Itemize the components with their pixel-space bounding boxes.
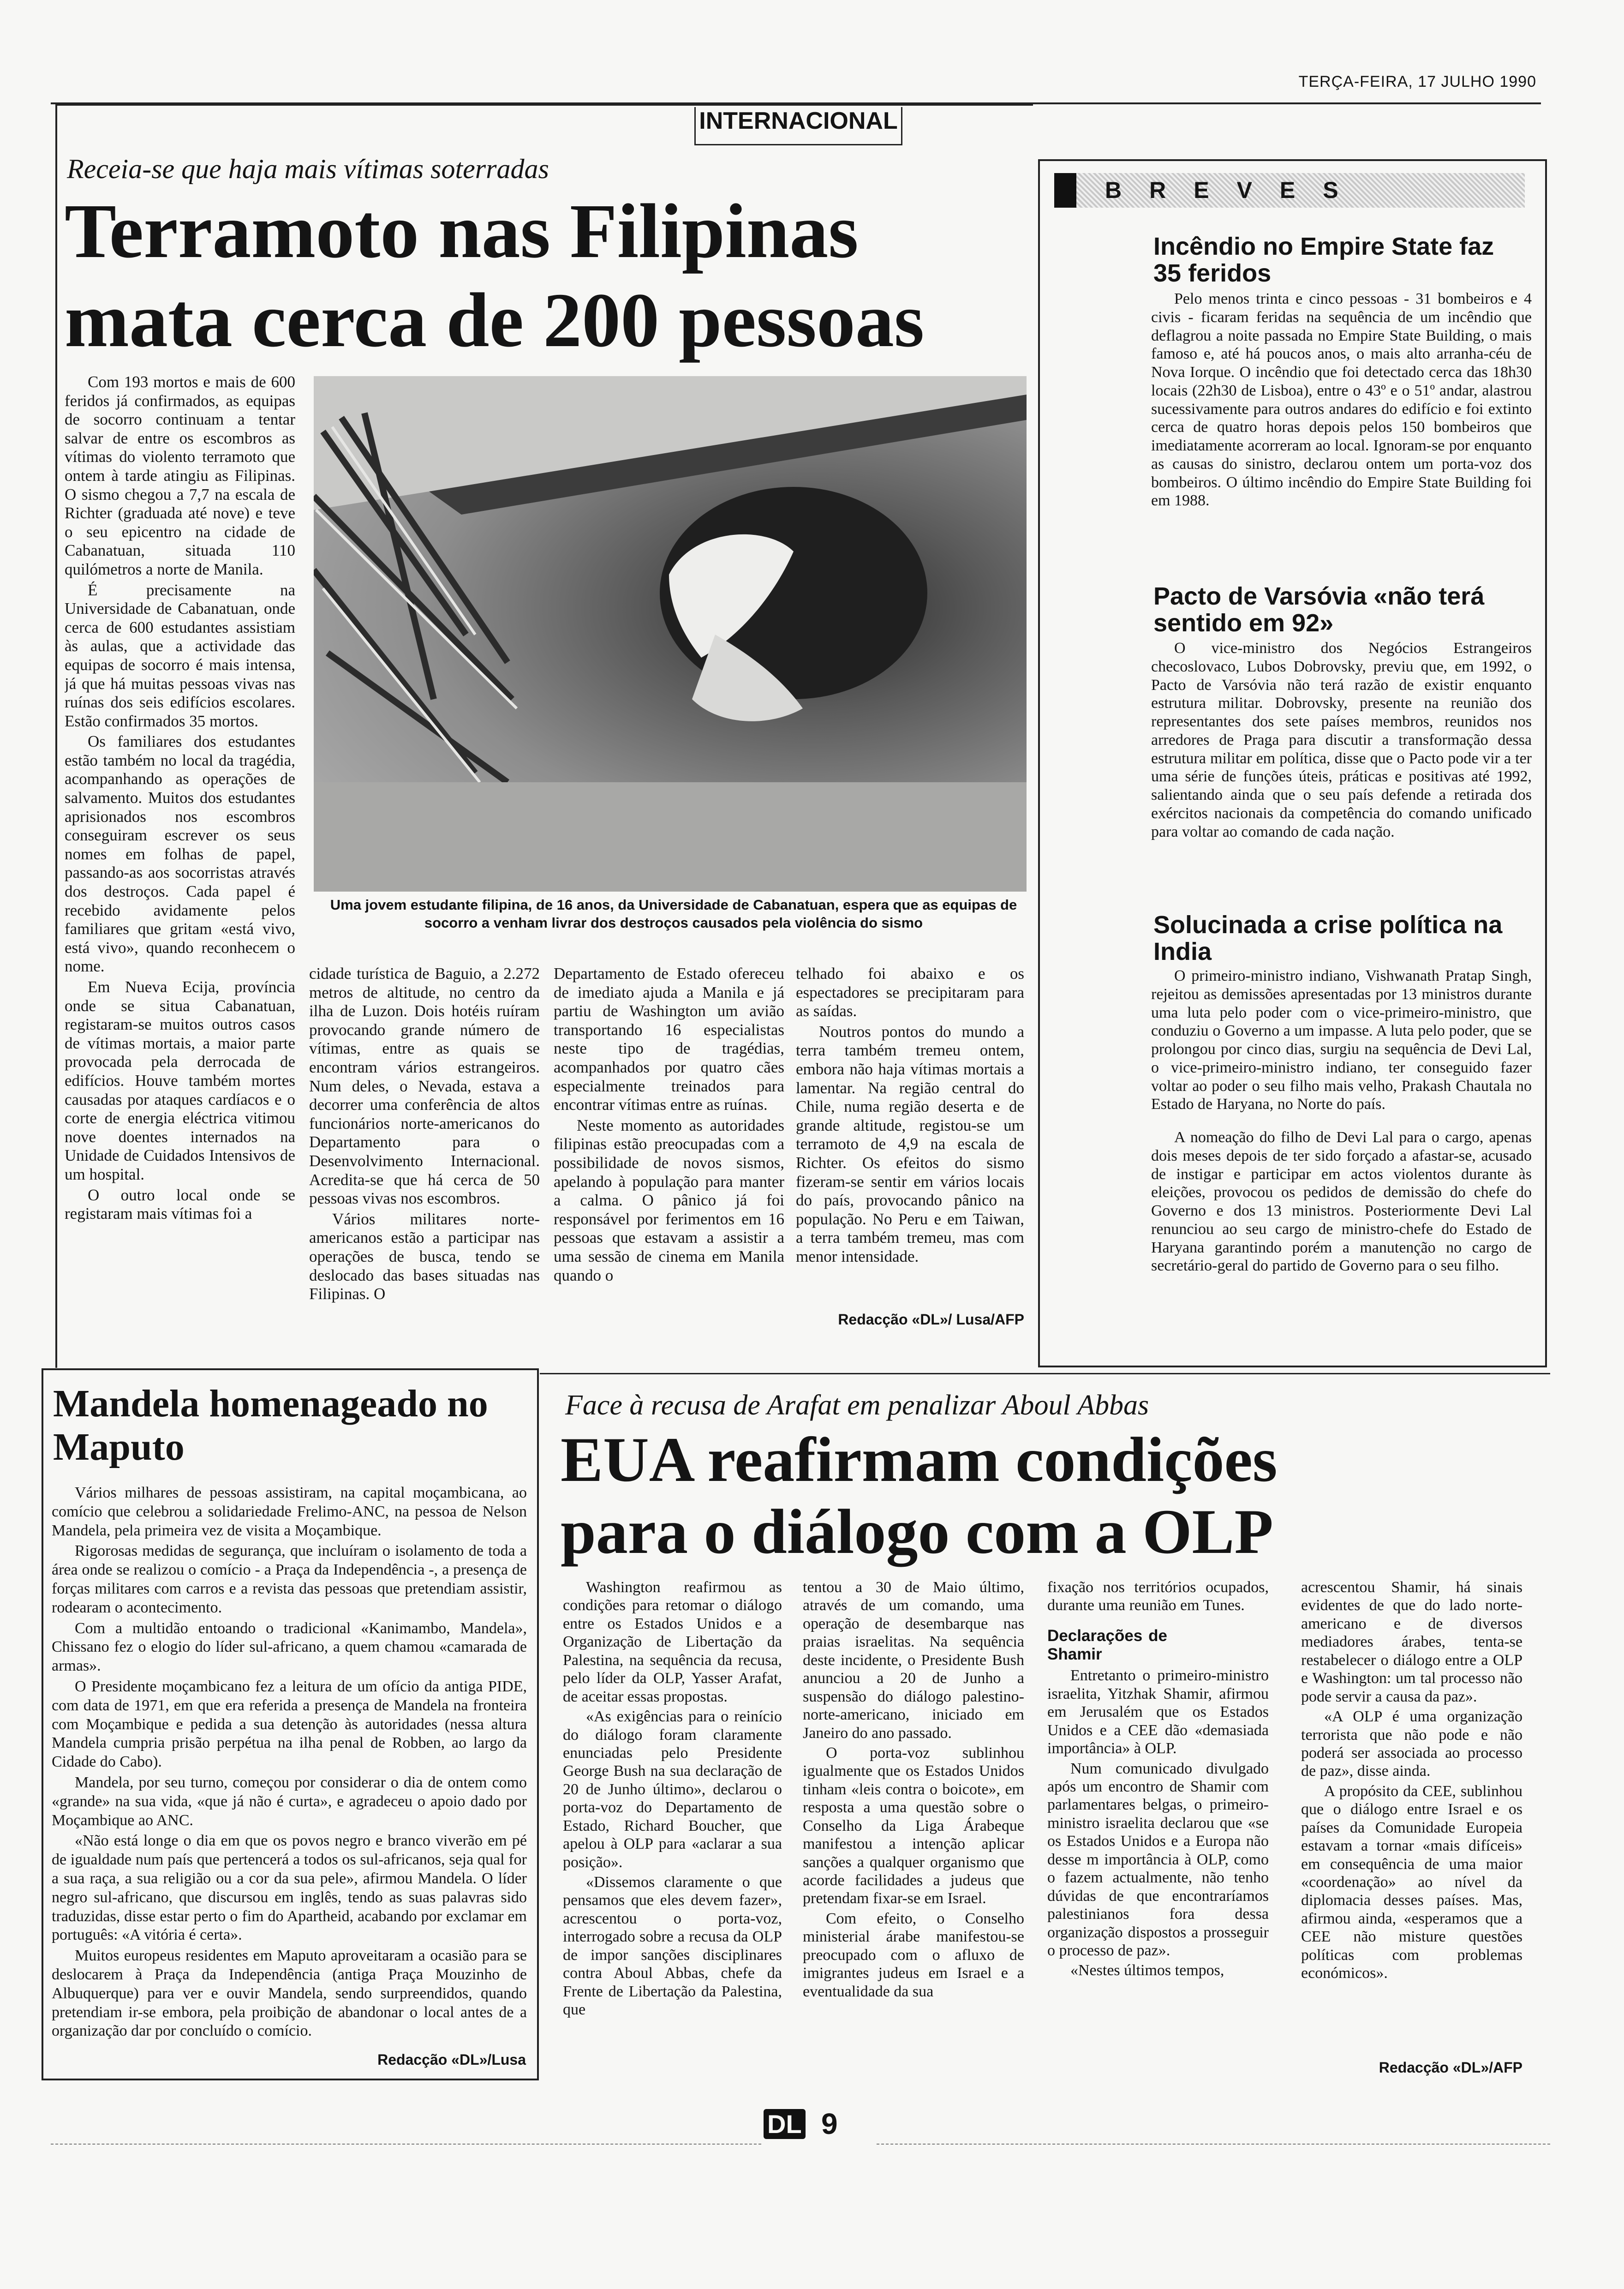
main-column-3 (554, 965, 784, 1357)
main-kicker: Receia-se que haja mais vítimas soterradas (67, 154, 549, 184)
main-paragraph: Com 193 mortos e mais de 600 feridos já confirmados, as equipas de socorro continuam a tentar salvar de entre os escombros as vítimas do violento terramoto que ontem à tarde atingiu as Filipinas. O sismo chegou a 7,7 na escala de Richter (graduada até nove) e teve o seu epicentro na cidade de Cabanatuan, situada 110 quilómetros a norte de Manila. (65, 373, 295, 578)
photo-caption: Uma jovem estudante filipina, de 16 anos, da Universidade de Cabanatuan, espera que as equipas de socorro a venham livrar dos destroços causados pela violência do sismo (330, 897, 1017, 931)
breve-title: Solucinada a crise política na India (1153, 911, 1503, 966)
mandela-paragraph: O Presidente moçambicano fez a leitura de um ofício da antiga PIDE, com data de 1971, em que era referida a presença de Mandela na fronteira com Moçambique e pedida a sua detenção às autoridades (nessa altura Mandela cumpria prisão perpétua na ilha penal de Robben, ao largo da Cidade do Cabo). (52, 1678, 527, 1771)
eua-paragraph: acrescentou Shamir, há sinais evidentes de que do lado norte-americano e de diversos mediadores árabes, tenta-se restabelecer o diálogo entre a OLP e Washington: um tal processo não pode servir a causa da paz». (1301, 1579, 1522, 1705)
eua-kicker: Face à recusa de Arafat em penalizar Aboul Abbas (565, 1390, 1149, 1421)
eua-paragraph: «Dissemos claramente o que pensamos que eles devem fazer», acrescentou o porta-voz, interrogado sobre a recusa da OLP de impor sanções disciplinares contra Aboul Abbas, chefe da Frente de Libertação da Palestina, que (563, 1874, 782, 2019)
breve-title: Incêndio no Empire State faz 35 feridos (1153, 233, 1494, 288)
newspaper-logo: DL (764, 2109, 806, 2139)
eua-paragraph: «As exigências para o reinício do diálogo foram claramente enunciadas pelo Presidente George Bush na sua declaração de 20 de Junho último», declarou o porta-voz do Departamento de Estado, Richard Boucher, que apelou à OLP para «aclarar a sua posição». (563, 1708, 782, 1871)
eua-subhead: Declarações de Shamir (1047, 1626, 1167, 1664)
eua-headline (561, 1424, 1278, 1568)
mandela-paragraph: Vários milhares de pessoas assistiram, na capital moçambicana, ao comício que celebrou a solidariedade Frelimo-ANC, na pessoa de Nelson Mandela, pela primeira vez de visita a Moçambique. (52, 1484, 527, 1539)
breves-header-bar (1054, 173, 1525, 208)
earthquake-photo-image (314, 376, 1027, 892)
mandela-paragraph: «Não está longe o dia em que os povos negro e branco viverão em pé de igualdade num país que pertencerá a todos os sul-africanos, seja qual for a sua raça, a sua religião ou a cor da sua pele», afirmou Mandela. O líder negro sul-africano, que discursou em inglês, tendo as suas palavras sido traduzidas, disse estar perto o fim do Apartheid, acabando por exclamar em português: «A vitória é certa». (52, 1832, 527, 1944)
mandela-paragraph: Com a multidão entoando o tradicional «Kanimambo, Mandela», Chissano fez o elogio do líder sul-africano, a quem chamou «camarada de armas». (52, 1619, 527, 1675)
eua-credit: Redacção «DL»/AFP (1379, 2059, 1522, 2076)
eua-column-3 (1047, 1578, 1269, 2072)
main-paragraph: Vários militares norte-americanos estão a participar nas operações de busca, tendo se deslocado das bases situadas nas Filipinas. O (309, 1210, 540, 1303)
mandela-credit: Redacção «DL»/Lusa (377, 2051, 526, 2068)
eua-column-2 (803, 1578, 1024, 2072)
main-paragraph: Os familiares dos estudantes estão também no local da tragédia, acompanhando as operações de salvamento. Muitos dos estudantes aprisionados nos escombros conseguiram escrever os seus nomes em folhas de papel, passando-as aos socorristas através dos destroços. Cada papel é recebido avidamente pelos familiares que gritam «está vivo, está vivo», quando reconhecem o nome. (65, 732, 295, 976)
earthquake-photo (314, 376, 1027, 892)
eua-column-1 (563, 1578, 782, 2072)
main-column-2 (309, 965, 540, 1357)
main-paragraph: Noutros pontos do mundo a terra também tremeu ontem, embora não haja vítimas mortais a lamentar. Na região central do Chile, numa região deserta e de grande altitude, registou-se um terramoto de 4,9 na escala de Richter. Os efeitos do sismo fizeram-se sentir em vários locais do país, provocando pânico na população. No Peru e em Taiwan, a terra também tremeu, mas com menor intensidade. (796, 1022, 1024, 1265)
main-headline (65, 187, 924, 365)
main-column-1 (65, 373, 295, 1356)
main-headline-line-1: Terramoto nas Filipinas (65, 188, 859, 274)
breves-header: BREVES (1105, 177, 1366, 203)
main-paragraph: É precisamente na Universidade de Cabanatuan, onde cerca de 600 estudantes assistiam às aulas, que a actividade das equipas de socorro é mais intensa, já que há muitas pessoas vivas nas ruínas dos seis edifícios escolares. Estão confirmados 35 mortos. (65, 581, 295, 730)
main-paragraph: Neste momento as autoridades filipinas estão preocupadas com a possibilidade de novos sismos, apelando à população para manter a calma. O pânico já foi responsável por ferimentos em 16 pessoas que estavam a assistir a uma sessão de cinema em Manila quando o (554, 1116, 784, 1284)
eua-paragraph: Num comunicado divulgado após um encontro de Shamir com parlamentares belgas, o primeiro-ministro israelita declarou que «se os Estados Unidos e a Europa não desse m importância à OLP, como o fazem actualmente, não tenho dúvidas de que encontraríamos palestinianos fora dessa organização dispostos a prosseguir o processo de paz». (1047, 1760, 1269, 1959)
main-headline-line-2: mata cerca de 200 pessoas (65, 277, 925, 364)
eua-headline-line-2: para o diálogo com a OLP (561, 1496, 1273, 1567)
section-label: INTERNACIONAL (694, 107, 902, 145)
main-paragraph: Em Nueva Ecija, província onde se situa Cabanatuan, registaram-se muitos outros casos de vítimas mortais, a maior parte provocada pela derrocada de edifícios. Houve também mortes causadas por ataques cardíacos e o corte de energia eléctrica vitimou nove doentes internados na Unidade de Cuidados Intensivos de um hospital. (65, 978, 295, 1183)
main-paragraph: telhado foi abaixo e os espectadores se precipitaram para as saídas. (796, 965, 1024, 1020)
eua-paragraph: Com efeito, o Conselho ministerial árabe manifestou-se preocupado com o afluxo de imigrantes judeus em Israel e a eventualidade da sua (803, 1910, 1024, 2000)
breve-body: O vice-ministro dos Negócios Estrangeiros checoslovaco, Lubos Dobrovsky, previu que, em 1992, o Pacto de Varsóvia não terá razão de existir enquanto estrutura militar. Dobrovsky, presente na reunião dos representantes dos sete países membros, reunidos nos arredores de Praga para discutir a transformação dessa estrutura militar em política, disse que o Pacto pode vir a ter uma série de funções úteis, práticas e positivas até 1992, salientando ainda que o seu país defende a retirada dos exércitos nacionais da competência do comando unificado para voltar ao comando de cada nação. (1151, 640, 1532, 840)
eua-column-4 (1301, 1578, 1522, 2026)
breve-body: Pelo menos trinta e cinco pessoas - 31 bombeiros e 4 civis - ficaram feridas na sequência de um incêndio que deflagrou a noite passada no Empire State Building, o mais famoso e, até há poucos anos, o mais alto arranha-céu de Nova Iorque. O incêndio que foi detectado cerca das 18h30 locais (22h30 de Lisboa), entre o 43º e o 51º andar, alastrou sucessivamente para outros andares do edifício e foi extinto cerca de quatro horas depois pelos 150 bombeiros que imediatamente acorreram ao local. Ignoram-se por enquanto as causas do sinistro, declarou ontem um porta-voz dos bombeiros. O último incêndio do Empire State Building foi em 1988. (1151, 290, 1532, 509)
mandela-headline: Mandela homenageado no Maputo (53, 1382, 488, 1469)
eua-paragraph: O porta-voz sublinhou igualmente que os Estados Unidos tinham «leis contra o boicote», em resposta a uma questão sobre o Conselho da Liga Árabeque manifestou a intenção aplicar sanções a qualquer organismo que acorde facilidades a judeus que pretendam fixar-se em Israel. (803, 1744, 1024, 1907)
mandela-paragraph: Muitos europeus residentes em Maputo aproveitaram a ocasião para se deslocarem à Praça da Independência (antiga Praça Mouzinho de Albuquerque) para ver e ouvir Mandela, sendo surpreendidos, quando pretendiam ir-se embora, pela proibição de abandonar o local antes de a organização dar por concluído o comício. (52, 1947, 527, 2040)
eua-paragraph: Washington reafirmou as condições para retomar o diálogo entre os Estados Unidos e a Organização de Libertação da Palestina, na sequência da recusa, pelo líder da OLP, Yasser Arafat, de aceitar essas propostas. (563, 1579, 782, 1705)
footer-rule (877, 2144, 1550, 2145)
mandela-paragraph: Rigorosas medidas de segurança, que incluíram o isolamento de toda a área onde se realizou o comício - a Praça da Independência -, a presença de forças militares com carros e a revista das pessoas que pretendiam assistir, rodearam o acontecimento. (52, 1542, 527, 1616)
eua-rule (540, 1373, 1550, 1374)
eua-paragraph: A propósito da CEE, sublinhou que o diálogo entre Israel e os países da Comunidade Europeia estavam a tornar «mais difíceis» em consequência de uma maior «coordenação» ao nível da diplomacia desses países. Mas, afirmou ainda, «esperamos que a CEE não misture questões políticas com problemas económicos». (1301, 1782, 1522, 1982)
main-credit: Redacção «DL»/ Lusa/AFP (838, 1311, 1024, 1328)
eua-paragraph: fixação nos territórios ocupados, durante uma reunião em Tunes. (1047, 1579, 1269, 1614)
mandela-paragraph: Mandela, por seu turno, começou por considerar o dia de ontem como «grande» na sua vida, «que já não é curta», e agradeceu o apoio dado por Moçambique ao ANC. (52, 1774, 527, 1829)
breve-body: O primeiro-ministro indiano, Vishwanath Pratap Singh, rejeitou as demissões apresentadas por 13 ministros durante uma luta pelo poder com o vice-primeiro-ministro, que conduziu o Governo a um impasse. A luta pelo poder, que se prolongou por cinco dias, surgiu na sequência de Devi Lal, o vice-primeiro-ministro indiano, ter conseguido fazer voltar ao poder o seu filho mais velho, Prakash Chautala no Estado de Haryana, no Norte do país. (1151, 967, 1532, 1113)
page-number: 9 (821, 2107, 838, 2140)
main-paragraph: cidade turística de Baguio, a 2.272 metros de altitude, no centro da ilha de Luzon. Dois hotéis ruíram provocando grande número de vítimas, entre as quais se encontram vários estrangeiros. Num deles, o Nevada, estava a decorrer uma conferência de altos funcionários norte-americanos do Departamento para o Desenvolvimento Internacional. Acredita-se que há cerca de 50 pessoas vivas nos escombros. (309, 965, 540, 1208)
mandela-body (52, 1484, 527, 2043)
eua-paragraph: Entretanto o primeiro-ministro israelita, Yitzhak Shamir, afirmou em Jerusalém que os Estados Unidos e a CEE dão «demasiada importância» à OLP. (1047, 1667, 1269, 1757)
breve-body: A nomeação do filho de Devi Lal para o cargo, apenas dois meses depois de ter sido forçado a afastar-se, acusado de instigar e participar em actos violentos durante às eleições, provocou os pedidos de demissão do chefe do Governo e dos 13 ministros. Posteriormente Devi Lal renunciou ao seu cargo de ministro-chefe do Estado de Haryana garantindo porém a manutenção no cargo de secretário-geral do partido de Governo para o seu filho. (1151, 1129, 1532, 1275)
breves-marker (1054, 173, 1076, 208)
eua-paragraph: tentou a 30 de Maio último, através de um comando, uma operação de desembarque nas praias israelitas. Na sequência deste incidente, o Presidente Bush anunciou a 20 de Junho a suspensão do diálogo palestino-norte-americano, iniciado em Janeiro do ano passado. (803, 1579, 1024, 1742)
eua-headline-line-1: EUA reafirmam condições (561, 1424, 1278, 1495)
main-paragraph: O outro local onde se registaram mais vítimas foi a (65, 1186, 295, 1223)
footer-rule (51, 2144, 761, 2145)
eua-paragraph: «Nestes últimos tempos, (1070, 1962, 1224, 1979)
eua-paragraph: «A OLP é uma organização terrorista que não pode e não poderá ser associada ao processo de paz», disse ainda. (1301, 1708, 1522, 1780)
main-paragraph: Departamento de Estado ofereceu de imediato ajuda a Manila e já partiu de Washington um avião transportando 16 especialistas neste tipo de tragédias, acompanhados por quatro cães especialmente treinados para encontrar vítimas entre as ruínas. (554, 965, 784, 1114)
date-line: TERÇA-FEIRA, 17 JULHO 1990 (1298, 73, 1536, 90)
breve-title: Pacto de Varsóvia «não terá sentido em 92» (1153, 582, 1485, 637)
main-column-4 (796, 965, 1024, 1297)
